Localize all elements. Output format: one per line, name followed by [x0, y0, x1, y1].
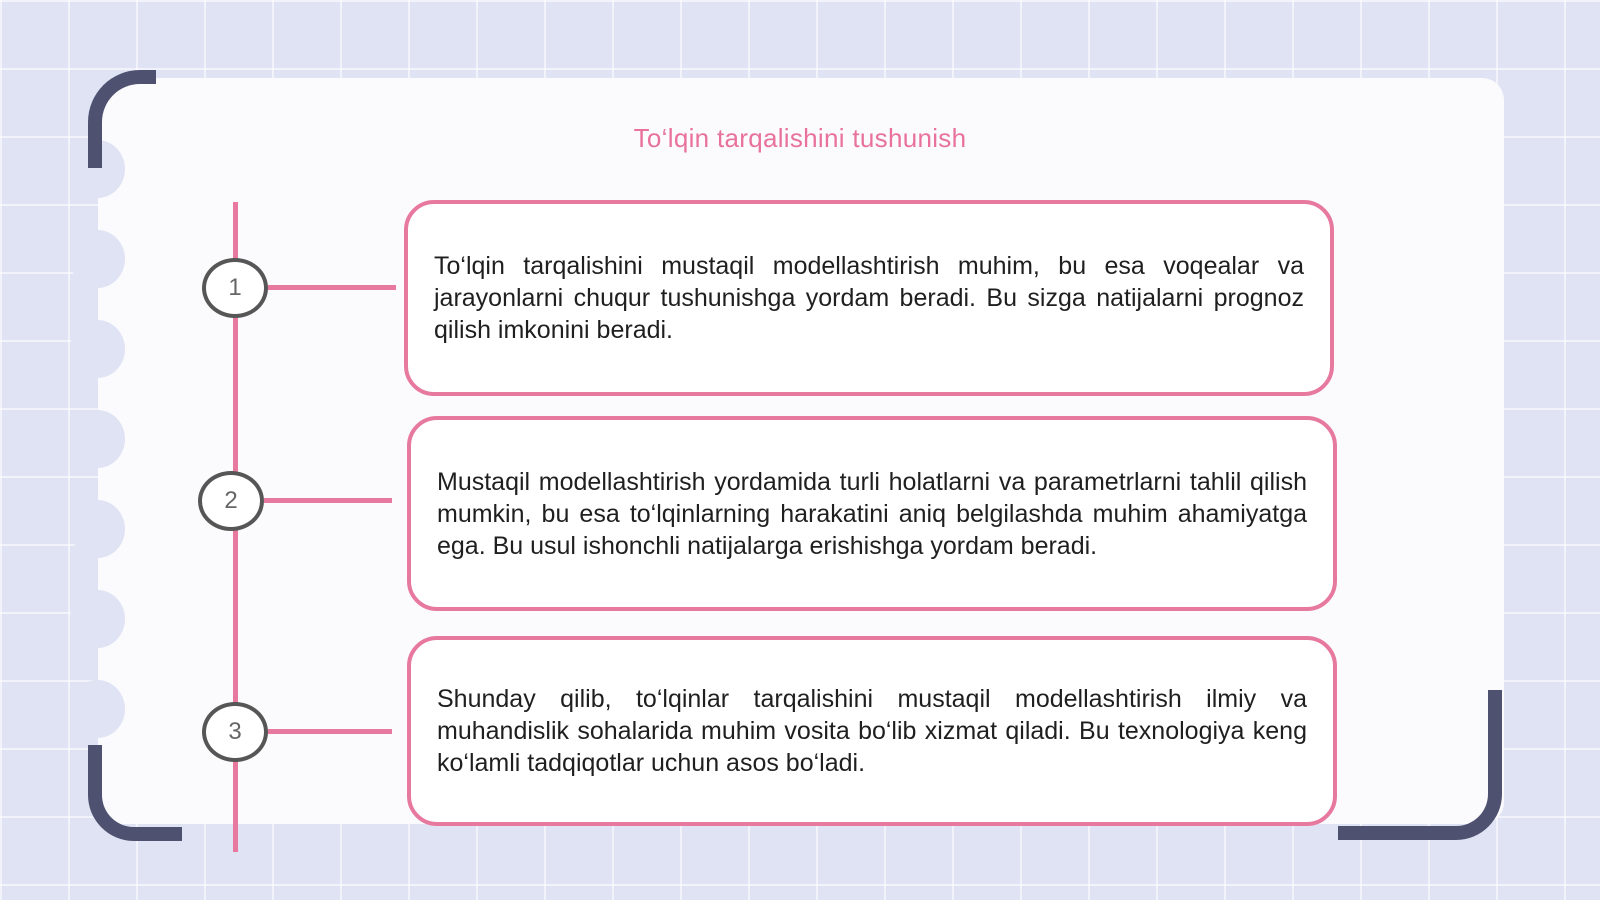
step-3-card — [407, 636, 1337, 826]
slide-title: To‘lqin tarqalishini tushunish — [633, 123, 967, 153]
corner-bracket-bottom-left — [88, 745, 182, 841]
step-2-text: Mustaqil modellashtirish yordamida turli holatlarni va parametrlarni tahlil qilish mumkin, bu esa to‘lqinlarning harakatini aniq belgilashda muhim ahamiyatga ega. Bu usul ishonchli natijalarga erishishga yordam beradi. — [437, 467, 1307, 560]
step-1-card — [404, 200, 1334, 396]
step-1-number-circle — [202, 258, 268, 318]
step-2-number-circle — [198, 471, 264, 531]
step-1-text: To‘lqin tarqalishini mustaqil modellashtirish muhim, bu esa voqealar va jarayonlarni chuqur tushunishga yordam beradi. Bu sizga natijalarni prognoz qilish imkonini beradi. — [434, 252, 1304, 344]
step-3-text: Shunday qilib, to‘lqinlar tarqalishini mustaqil modellashtirish ilmiy va muhandislik sohalarida muhim vosita bo‘lib xizmat qiladi. Bu texnologiya keng ko‘lamli tadqiqotlar uchun asos bo‘ladi. — [437, 685, 1307, 777]
step-2-number: 2 — [224, 487, 238, 514]
step-3-number-circle — [202, 702, 268, 762]
step-1-number: 1 — [228, 274, 242, 301]
step-2-connector — [264, 498, 392, 503]
step-2-card — [407, 416, 1337, 611]
step-3-connector — [268, 729, 392, 734]
paper-scalloped-edge — [70, 140, 130, 760]
corner-bracket-bottom-right — [1338, 690, 1502, 840]
step-3-number: 3 — [228, 718, 242, 745]
step-1-connector — [268, 285, 396, 290]
